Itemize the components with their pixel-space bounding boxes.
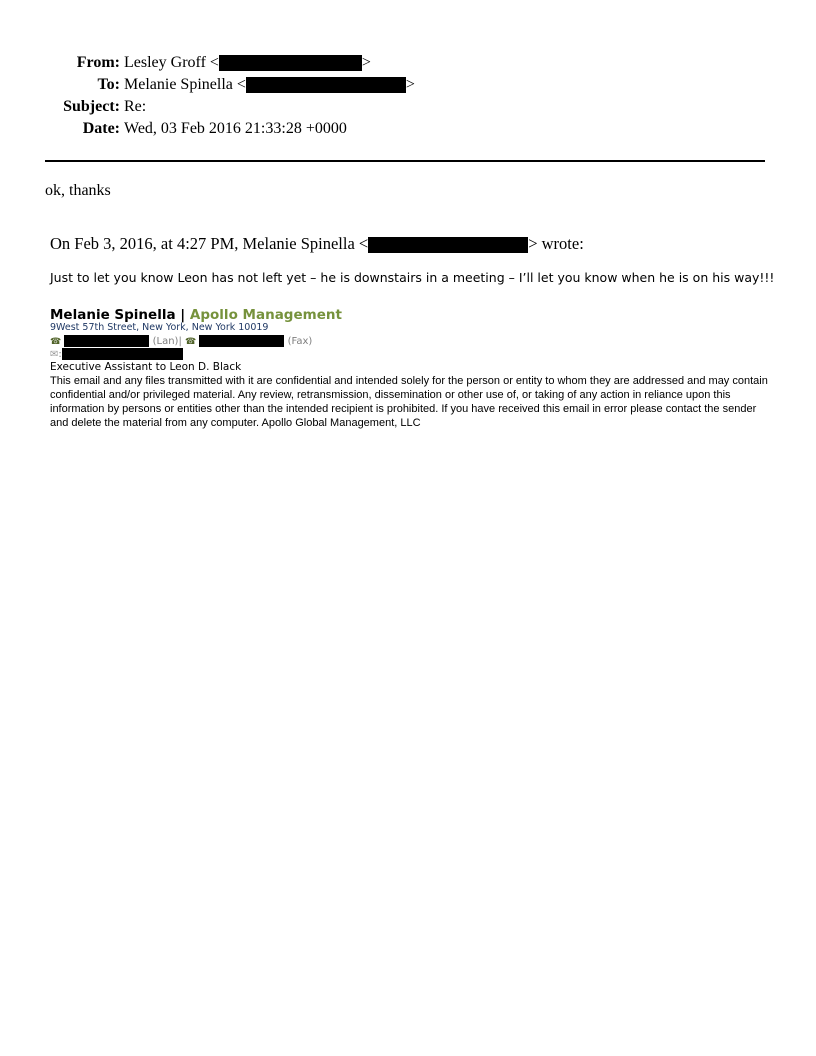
- signature-title: Executive Assistant to Leon D. Black: [50, 361, 242, 373]
- quoted-intro-prefix: On Feb 3, 2016, at 4:27 PM, Melanie Spinella <: [50, 234, 369, 253]
- signature-address: 9West 57th Street, New York, New York 10019: [50, 322, 269, 333]
- email-label: :: [58, 349, 62, 360]
- phone-lan-redaction: [64, 335, 149, 347]
- subject-label: Subject:: [63, 98, 120, 115]
- from-close: >: [361, 54, 371, 71]
- date-label: Date:: [82, 120, 120, 137]
- quoted-intro-suffix: > wrote:: [528, 234, 584, 253]
- to-close: >: [405, 76, 415, 93]
- from-value: [124, 54, 371, 72]
- signature-email-redaction: [62, 348, 183, 360]
- phone-icon: ☎: [50, 337, 62, 347]
- quoted-email-redaction: [368, 237, 528, 253]
- header-divider: [45, 160, 765, 162]
- signature-name-line: [50, 307, 342, 323]
- from-email-redaction: [219, 55, 362, 71]
- quoted-intro: [50, 234, 584, 254]
- quoted-message: Just to let you know Leon has not left yet – he is downstairs in a meeting – I’ll let you know when he is on his way!!!: [50, 270, 775, 285]
- phone-fax-redaction: [199, 335, 284, 347]
- reply-text: ok, thanks: [45, 182, 111, 199]
- from-name: Lesley Groff <: [124, 54, 219, 71]
- phone-icon: ☎: [185, 337, 197, 347]
- to-value: [124, 76, 415, 94]
- signature-name: Melanie Spinella: [50, 307, 176, 323]
- from-label: From:: [76, 54, 120, 71]
- signature-company: Apollo Management: [189, 307, 342, 323]
- confidentiality-disclaimer: This email and any files transmitted with it are confidential and intended solely for the person or entity to whom they are addressed and may contain confidential and/or privileged material. Any review, retransmission, dissemination or other use of, or taking of any action in reliance upon this information by persons or entities other than the intended recipient is prohibited. If you have received this email in error please contact the sender and delete the material from any computer. Apollo Global Management, LLC: [50, 375, 768, 429]
- signature-email-row: [50, 348, 183, 360]
- signature-phones: [50, 335, 312, 347]
- to-label: To:: [97, 76, 120, 93]
- signature-separator: |: [175, 307, 190, 323]
- phone-fax-label: (Fax): [287, 336, 313, 347]
- phone-separator: |: [178, 336, 182, 347]
- envelope-icon: ✉: [50, 349, 59, 360]
- to-email-redaction: [246, 77, 406, 93]
- phone-lan-label: (Lan): [152, 336, 179, 347]
- subject-value: Re:: [124, 98, 147, 115]
- date-value: Wed, 03 Feb 2016 21:33:28 +0000: [124, 120, 347, 137]
- to-name: Melanie Spinella <: [124, 76, 246, 93]
